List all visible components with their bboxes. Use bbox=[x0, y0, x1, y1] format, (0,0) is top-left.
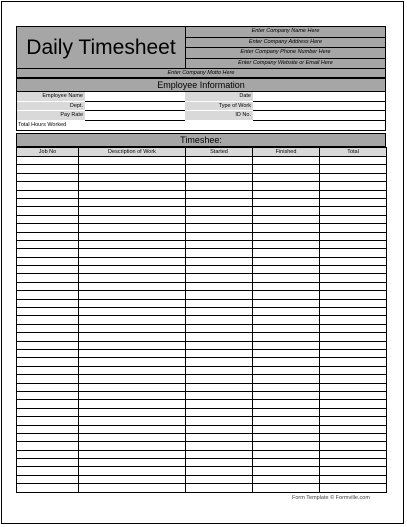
table-row bbox=[17, 366, 387, 374]
finished-cell[interactable] bbox=[253, 417, 320, 425]
total-cell[interactable] bbox=[320, 358, 387, 366]
description-cell[interactable] bbox=[79, 291, 186, 299]
total-cell[interactable] bbox=[320, 408, 387, 416]
table-row bbox=[17, 274, 387, 282]
table-row bbox=[17, 249, 387, 257]
total-hours-input[interactable] bbox=[85, 121, 385, 131]
total-cell[interactable] bbox=[320, 333, 387, 341]
job-no-cell[interactable] bbox=[17, 240, 79, 248]
company-motto-field[interactable]: Enter Company Motto Here bbox=[16, 68, 386, 78]
total-cell[interactable] bbox=[320, 232, 387, 240]
total-cell[interactable] bbox=[320, 391, 387, 399]
description-cell[interactable] bbox=[79, 341, 186, 349]
job-no-cell[interactable] bbox=[17, 391, 79, 399]
finished-cell[interactable] bbox=[253, 165, 320, 173]
table-row bbox=[17, 324, 387, 332]
finished-cell[interactable] bbox=[253, 400, 320, 408]
total-cell[interactable] bbox=[320, 198, 387, 206]
finished-cell[interactable] bbox=[253, 324, 320, 332]
finished-cell[interactable] bbox=[253, 475, 320, 483]
table-row bbox=[17, 257, 387, 265]
timesheet-header: Timeshee: bbox=[16, 133, 386, 147]
job-no-cell[interactable] bbox=[17, 215, 79, 223]
started-cell[interactable] bbox=[186, 450, 253, 458]
total-cell[interactable] bbox=[320, 165, 387, 173]
finished-cell[interactable] bbox=[253, 266, 320, 274]
started-cell[interactable] bbox=[186, 173, 253, 181]
table-row bbox=[17, 450, 387, 458]
finished-cell[interactable] bbox=[253, 375, 320, 383]
job-no-cell[interactable] bbox=[17, 249, 79, 257]
finished-cell[interactable] bbox=[253, 349, 320, 357]
job-no-cell[interactable] bbox=[17, 341, 79, 349]
description-cell[interactable] bbox=[79, 484, 186, 492]
total-cell[interactable] bbox=[320, 349, 387, 357]
job-no-cell[interactable] bbox=[17, 291, 79, 299]
employee-name-label: Employee Name bbox=[17, 92, 85, 102]
started-cell[interactable] bbox=[186, 383, 253, 391]
finished-cell[interactable] bbox=[253, 459, 320, 467]
finished-cell[interactable] bbox=[253, 391, 320, 399]
job-no-cell[interactable] bbox=[17, 459, 79, 467]
total-cell[interactable] bbox=[320, 425, 387, 433]
started-cell[interactable] bbox=[186, 198, 253, 206]
description-cell[interactable] bbox=[79, 274, 186, 282]
description-cell[interactable] bbox=[79, 425, 186, 433]
table-row bbox=[17, 291, 387, 299]
total-cell[interactable] bbox=[320, 400, 387, 408]
description-cell[interactable] bbox=[79, 442, 186, 450]
description-cell[interactable] bbox=[79, 173, 186, 181]
started-cell[interactable] bbox=[186, 459, 253, 467]
description-cell[interactable] bbox=[79, 324, 186, 332]
total-hours-label: Total Hours Worked bbox=[17, 121, 85, 131]
form-title: Daily Timesheet bbox=[17, 27, 186, 69]
company-info-block bbox=[186, 27, 385, 69]
finished-cell[interactable] bbox=[253, 433, 320, 441]
table-row bbox=[17, 383, 387, 391]
finished-cell[interactable] bbox=[253, 333, 320, 341]
job-no-cell[interactable] bbox=[17, 266, 79, 274]
employee-info-header: Employee Information bbox=[16, 78, 386, 92]
job-no-cell[interactable] bbox=[17, 182, 79, 190]
table-row bbox=[17, 349, 387, 357]
started-cell[interactable] bbox=[186, 417, 253, 425]
finished-cell[interactable] bbox=[253, 190, 320, 198]
started-cell[interactable] bbox=[186, 375, 253, 383]
started-cell[interactable] bbox=[186, 349, 253, 357]
job-no-cell[interactable] bbox=[17, 433, 79, 441]
total-cell[interactable] bbox=[320, 190, 387, 198]
employee-row bbox=[17, 102, 385, 112]
started-cell[interactable] bbox=[186, 282, 253, 290]
job-no-cell[interactable] bbox=[17, 450, 79, 458]
job-no-cell[interactable] bbox=[17, 417, 79, 425]
total-cell[interactable] bbox=[320, 316, 387, 324]
total-cell[interactable] bbox=[320, 240, 387, 248]
company-phone-field[interactable]: Enter Company Phone Number Here bbox=[186, 48, 385, 59]
description-cell[interactable] bbox=[79, 266, 186, 274]
finished-cell[interactable] bbox=[253, 425, 320, 433]
total-cell[interactable] bbox=[320, 249, 387, 257]
finished-cell[interactable] bbox=[253, 467, 320, 475]
description-cell[interactable] bbox=[79, 232, 186, 240]
finished-cell[interactable] bbox=[253, 249, 320, 257]
started-cell[interactable] bbox=[186, 433, 253, 441]
started-cell[interactable] bbox=[186, 408, 253, 416]
finished-cell[interactable] bbox=[253, 408, 320, 416]
employee-info-grid bbox=[16, 92, 386, 131]
total-cell[interactable] bbox=[320, 282, 387, 290]
started-cell[interactable] bbox=[186, 274, 253, 282]
total-cell[interactable] bbox=[320, 450, 387, 458]
finished-cell[interactable] bbox=[253, 316, 320, 324]
total-cell[interactable] bbox=[320, 375, 387, 383]
description-cell[interactable] bbox=[79, 333, 186, 341]
started-cell[interactable] bbox=[186, 165, 253, 173]
description-cell[interactable] bbox=[79, 400, 186, 408]
table-row bbox=[17, 442, 387, 450]
finished-cell[interactable] bbox=[253, 224, 320, 232]
total-cell[interactable] bbox=[320, 308, 387, 316]
total-cell[interactable] bbox=[320, 459, 387, 467]
description-cell[interactable] bbox=[79, 249, 186, 257]
total-cell[interactable] bbox=[320, 224, 387, 232]
table-row bbox=[17, 190, 387, 198]
finished-cell[interactable] bbox=[253, 215, 320, 223]
table-row bbox=[17, 459, 387, 467]
finished-cell[interactable] bbox=[253, 366, 320, 374]
id-no-label: ID No. bbox=[185, 111, 253, 121]
started-cell[interactable] bbox=[186, 467, 253, 475]
started-cell[interactable] bbox=[186, 240, 253, 248]
started-cell[interactable] bbox=[186, 157, 253, 165]
started-cell[interactable] bbox=[186, 324, 253, 332]
table-row bbox=[17, 224, 387, 232]
job-no-cell[interactable] bbox=[17, 257, 79, 265]
total-cell[interactable] bbox=[320, 291, 387, 299]
job-no-cell[interactable] bbox=[17, 198, 79, 206]
table-row bbox=[17, 358, 387, 366]
total-cell[interactable] bbox=[320, 257, 387, 265]
description-cell[interactable] bbox=[79, 157, 186, 165]
column-description: Description of Work bbox=[79, 148, 186, 157]
table-row bbox=[17, 316, 387, 324]
table-row bbox=[17, 308, 387, 316]
description-cell[interactable] bbox=[79, 207, 186, 215]
description-cell[interactable] bbox=[79, 224, 186, 232]
table-row bbox=[17, 157, 387, 165]
finished-cell[interactable] bbox=[253, 291, 320, 299]
table-row bbox=[17, 408, 387, 416]
started-cell[interactable] bbox=[186, 182, 253, 190]
started-cell[interactable] bbox=[186, 308, 253, 316]
column-started: Started bbox=[186, 148, 253, 157]
total-cell[interactable] bbox=[320, 467, 387, 475]
table-row bbox=[17, 341, 387, 349]
job-no-cell[interactable] bbox=[17, 467, 79, 475]
description-cell[interactable] bbox=[79, 299, 186, 307]
started-cell[interactable] bbox=[186, 224, 253, 232]
type-of-work-input[interactable] bbox=[253, 102, 385, 112]
started-cell[interactable] bbox=[186, 257, 253, 265]
total-cell[interactable] bbox=[320, 274, 387, 282]
employee-row bbox=[17, 92, 385, 102]
job-no-cell[interactable] bbox=[17, 358, 79, 366]
started-cell[interactable] bbox=[186, 425, 253, 433]
finished-cell[interactable] bbox=[253, 182, 320, 190]
finished-cell[interactable] bbox=[253, 274, 320, 282]
started-cell[interactable] bbox=[186, 232, 253, 240]
table-row bbox=[17, 215, 387, 223]
total-cell[interactable] bbox=[320, 266, 387, 274]
finished-cell[interactable] bbox=[253, 308, 320, 316]
total-cell[interactable] bbox=[320, 383, 387, 391]
started-cell[interactable] bbox=[186, 442, 253, 450]
column-job-no: Job No bbox=[17, 148, 79, 157]
finished-cell[interactable] bbox=[253, 383, 320, 391]
job-no-cell[interactable] bbox=[17, 316, 79, 324]
started-cell[interactable] bbox=[186, 207, 253, 215]
type-of-work-label: Type of Work bbox=[185, 102, 253, 112]
total-cell[interactable] bbox=[320, 433, 387, 441]
description-cell[interactable] bbox=[79, 282, 186, 290]
finished-cell[interactable] bbox=[253, 257, 320, 265]
table-row bbox=[17, 165, 387, 173]
job-no-cell[interactable] bbox=[17, 190, 79, 198]
table-row bbox=[17, 375, 387, 383]
started-cell[interactable] bbox=[186, 484, 253, 492]
description-cell[interactable] bbox=[79, 358, 186, 366]
job-no-cell[interactable] bbox=[17, 157, 79, 165]
description-cell[interactable] bbox=[79, 198, 186, 206]
company-address-field[interactable]: Enter Company Address Here bbox=[186, 38, 385, 49]
started-cell[interactable] bbox=[186, 391, 253, 399]
employee-row bbox=[17, 111, 385, 121]
description-cell[interactable] bbox=[79, 433, 186, 441]
description-cell[interactable] bbox=[79, 308, 186, 316]
description-cell[interactable] bbox=[79, 383, 186, 391]
job-no-cell[interactable] bbox=[17, 224, 79, 232]
job-no-cell[interactable] bbox=[17, 333, 79, 341]
table-row bbox=[17, 391, 387, 399]
job-no-cell[interactable] bbox=[17, 324, 79, 332]
finished-cell[interactable] bbox=[253, 198, 320, 206]
finished-cell[interactable] bbox=[253, 442, 320, 450]
table-row bbox=[17, 182, 387, 190]
table-row bbox=[17, 198, 387, 206]
timesheet-body bbox=[17, 157, 387, 493]
table-row bbox=[17, 475, 387, 483]
description-cell[interactable] bbox=[79, 182, 186, 190]
job-no-cell[interactable] bbox=[17, 400, 79, 408]
finished-cell[interactable] bbox=[253, 450, 320, 458]
total-cell[interactable] bbox=[320, 173, 387, 181]
job-no-cell[interactable] bbox=[17, 165, 79, 173]
table-row bbox=[17, 232, 387, 240]
job-no-cell[interactable] bbox=[17, 484, 79, 492]
started-cell[interactable] bbox=[186, 266, 253, 274]
finished-cell[interactable] bbox=[253, 240, 320, 248]
pay-rate-label: Pay Rate bbox=[17, 111, 85, 121]
total-cell[interactable] bbox=[320, 475, 387, 483]
job-no-cell[interactable] bbox=[17, 442, 79, 450]
employee-name-input[interactable] bbox=[85, 92, 185, 102]
total-cell[interactable] bbox=[320, 341, 387, 349]
total-cell[interactable] bbox=[320, 442, 387, 450]
job-no-cell[interactable] bbox=[17, 299, 79, 307]
company-website-field[interactable]: Enter Company Website or Email Here bbox=[238, 59, 333, 66]
description-cell[interactable] bbox=[79, 475, 186, 483]
table-row bbox=[17, 400, 387, 408]
total-cell[interactable] bbox=[320, 182, 387, 190]
total-cell[interactable] bbox=[320, 215, 387, 223]
finished-cell[interactable] bbox=[253, 157, 320, 165]
employee-row bbox=[17, 121, 385, 131]
job-no-cell[interactable] bbox=[17, 173, 79, 181]
column-total: Total bbox=[320, 148, 387, 157]
description-cell[interactable] bbox=[79, 366, 186, 374]
job-no-cell[interactable] bbox=[17, 408, 79, 416]
job-no-cell[interactable] bbox=[17, 308, 79, 316]
table-row bbox=[17, 299, 387, 307]
timesheet-header-row bbox=[17, 148, 387, 157]
total-cell[interactable] bbox=[320, 484, 387, 492]
finished-cell[interactable] bbox=[253, 358, 320, 366]
table-row bbox=[17, 266, 387, 274]
total-cell[interactable] bbox=[320, 417, 387, 425]
total-cell[interactable] bbox=[320, 157, 387, 165]
date-input[interactable] bbox=[253, 92, 385, 102]
table-row bbox=[17, 173, 387, 181]
date-label: Date bbox=[185, 92, 253, 102]
started-cell[interactable] bbox=[186, 333, 253, 341]
finished-cell[interactable] bbox=[253, 484, 320, 492]
job-no-cell[interactable] bbox=[17, 232, 79, 240]
description-cell[interactable] bbox=[79, 391, 186, 399]
started-cell[interactable] bbox=[186, 341, 253, 349]
job-no-cell[interactable] bbox=[17, 366, 79, 374]
started-cell[interactable] bbox=[186, 215, 253, 223]
finished-cell[interactable] bbox=[253, 232, 320, 240]
table-row bbox=[17, 417, 387, 425]
finished-cell[interactable] bbox=[253, 173, 320, 181]
job-no-cell[interactable] bbox=[17, 282, 79, 290]
table-row bbox=[17, 240, 387, 248]
job-no-cell[interactable] bbox=[17, 375, 79, 383]
table-row bbox=[17, 433, 387, 441]
description-cell[interactable] bbox=[79, 467, 186, 475]
job-no-cell[interactable] bbox=[17, 383, 79, 391]
total-cell[interactable] bbox=[320, 299, 387, 307]
finished-cell[interactable] bbox=[253, 299, 320, 307]
started-cell[interactable] bbox=[186, 366, 253, 374]
description-cell[interactable] bbox=[79, 417, 186, 425]
job-no-cell[interactable] bbox=[17, 207, 79, 215]
table-row bbox=[17, 207, 387, 215]
started-cell[interactable] bbox=[186, 475, 253, 483]
description-cell[interactable] bbox=[79, 375, 186, 383]
footer-credit: Form Template © Formville.com bbox=[292, 495, 370, 501]
description-cell[interactable] bbox=[79, 190, 186, 198]
job-no-cell[interactable] bbox=[17, 349, 79, 357]
job-no-cell[interactable] bbox=[17, 274, 79, 282]
form-page bbox=[1, 1, 404, 524]
table-row bbox=[17, 467, 387, 475]
job-no-cell[interactable] bbox=[17, 425, 79, 433]
description-cell[interactable] bbox=[79, 349, 186, 357]
description-cell[interactable] bbox=[79, 459, 186, 467]
table-row bbox=[17, 425, 387, 433]
table-row bbox=[17, 333, 387, 341]
id-no-input[interactable] bbox=[253, 111, 385, 121]
total-cell[interactable] bbox=[320, 366, 387, 374]
table-row bbox=[17, 484, 387, 492]
started-cell[interactable] bbox=[186, 299, 253, 307]
form-header bbox=[16, 26, 386, 69]
total-cell[interactable] bbox=[320, 324, 387, 332]
column-finished: Finished bbox=[253, 148, 320, 157]
dept-label: Dept. bbox=[17, 102, 85, 112]
description-cell[interactable] bbox=[79, 316, 186, 324]
job-no-cell[interactable] bbox=[17, 475, 79, 483]
pay-rate-input[interactable] bbox=[85, 111, 185, 121]
finished-cell[interactable] bbox=[253, 341, 320, 349]
dept-input[interactable] bbox=[85, 102, 185, 112]
finished-cell[interactable] bbox=[253, 207, 320, 215]
started-cell[interactable] bbox=[186, 358, 253, 366]
timesheet-table bbox=[16, 147, 387, 493]
description-cell[interactable] bbox=[79, 450, 186, 458]
description-cell[interactable] bbox=[79, 408, 186, 416]
description-cell[interactable] bbox=[79, 165, 186, 173]
company-name-field[interactable]: Enter Company Name Here bbox=[186, 27, 385, 38]
description-cell[interactable] bbox=[79, 240, 186, 248]
started-cell[interactable] bbox=[186, 316, 253, 324]
table-row bbox=[17, 282, 387, 290]
finished-cell[interactable] bbox=[253, 282, 320, 290]
description-cell[interactable] bbox=[79, 257, 186, 265]
started-cell[interactable] bbox=[186, 190, 253, 198]
total-cell[interactable] bbox=[320, 207, 387, 215]
started-cell[interactable] bbox=[186, 249, 253, 257]
started-cell[interactable] bbox=[186, 400, 253, 408]
description-cell[interactable] bbox=[79, 215, 186, 223]
started-cell[interactable] bbox=[186, 291, 253, 299]
